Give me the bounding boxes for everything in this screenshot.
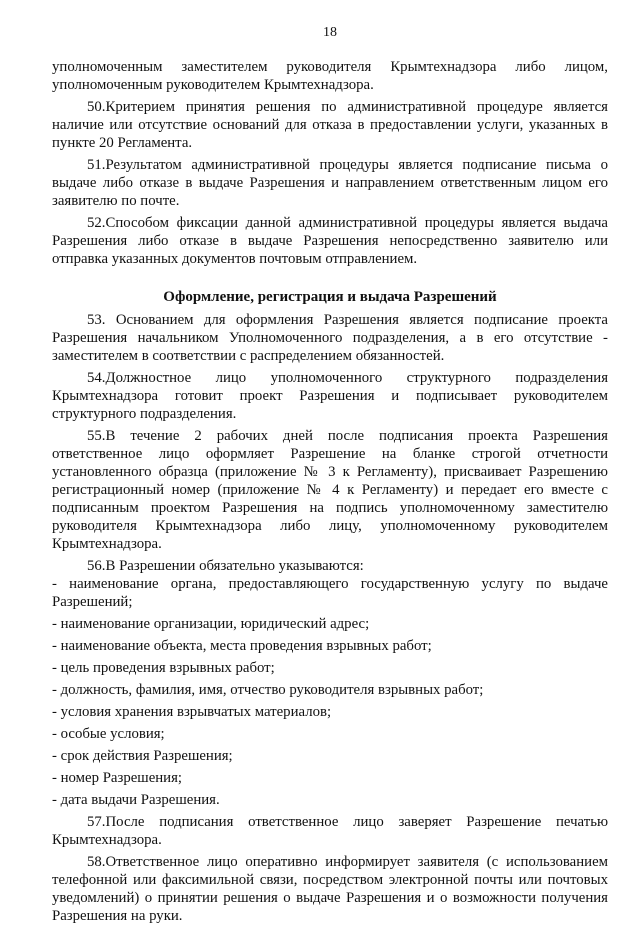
list-item: - дата выдачи Разрешения. [52, 792, 220, 808]
list-item: - особые условия; [52, 726, 165, 742]
list-item: - наименование объекта, места проведения взрывных работ; [52, 638, 432, 654]
section-heading: Оформление, регистрация и выдача Разрешений [163, 289, 497, 305]
paragraph-continuation: уполномоченным заместителем руководителя Крымтехнадзора либо лицом, уполномоченным руководителем Крымтехнадзора. [52, 59, 608, 93]
list-item: - условия хранения взрывчатых материалов; [52, 704, 332, 720]
paragraph-58: 58.Ответственное лицо оперативно информирует заявителя (с использованием телефонной или факсимильной связи, посредством электронной почты или почтовых уведомлений) о принятии решения о выдаче Разрешения и о возможности получения Разрешения на руки. [52, 854, 608, 924]
paragraph-55: 55.В течение 2 рабочих дней после подписания проекта Разрешения ответственное лицо оформляет Разрешение на бланке строгой отчетности установленного образца (приложение № 3 к Регламенту), присваивает Разрешению регистрационный номер (приложение № 4 к Регламенту) и передает его вместе с подписанным проектом Разрешения на подпись уполномоченному заместителю руководителя Крымтехнадзора либо лицу, уполномоченному руководителем Крымтехнадзора. [52, 428, 608, 552]
list-item: - срок действия Разрешения; [52, 748, 233, 764]
paragraph-51: 51.Результатом административной процедуры является подписание письма о выдаче либо отказе в выдаче Разрешения и направлением ответственным лицом его заявителю по почте. [52, 157, 608, 209]
list-item: - наименование организации, юридический адрес; [52, 616, 370, 632]
paragraph-56: 56.В Разрешении обязательно указываются: [87, 558, 364, 574]
paragraph-57: 57.После подписания ответственное лицо заверяет Разрешение печатью Крымтехнадзора. [52, 814, 608, 848]
paragraph-50: 50.Критерием принятия решения по административной процедуре является наличие или отсутствие оснований для отказа в предоставлении услуги, указанных в пункте 20 Регламента. [52, 99, 608, 151]
paragraph-52: 52.Способом фиксации данной административной процедуры является выдача Разрешения либо отказе в выдаче Разрешения непосредственно заявителю или отправка указанных документов почтовым отправлением. [52, 215, 608, 267]
page-number: 18 [323, 25, 337, 40]
list-item: - должность, фамилия, имя, отчество руководителя взрывных работ; [52, 682, 484, 698]
document-body [52, 58, 608, 925]
paragraph-53: 53. Основанием для оформления Разрешения является подписание проекта Разрешения начальником Уполномоченного подразделения, а в его отсутствие - заместителем в соответствии с распределением обязанностей. [52, 312, 608, 364]
required-fields-list [52, 575, 608, 809]
list-item: - наименование органа, предоставляющего государственную услугу по выдаче Разрешений; [52, 576, 608, 610]
list-item: - номер Разрешения; [52, 770, 183, 786]
list-item: - цель проведения взрывных работ; [52, 660, 275, 676]
paragraph-54: 54.Должностное лицо уполномоченного структурного подразделения Крымтехнадзора готовит проект Разрешения и подписывает руководителем структурного подразделения. [52, 370, 608, 422]
